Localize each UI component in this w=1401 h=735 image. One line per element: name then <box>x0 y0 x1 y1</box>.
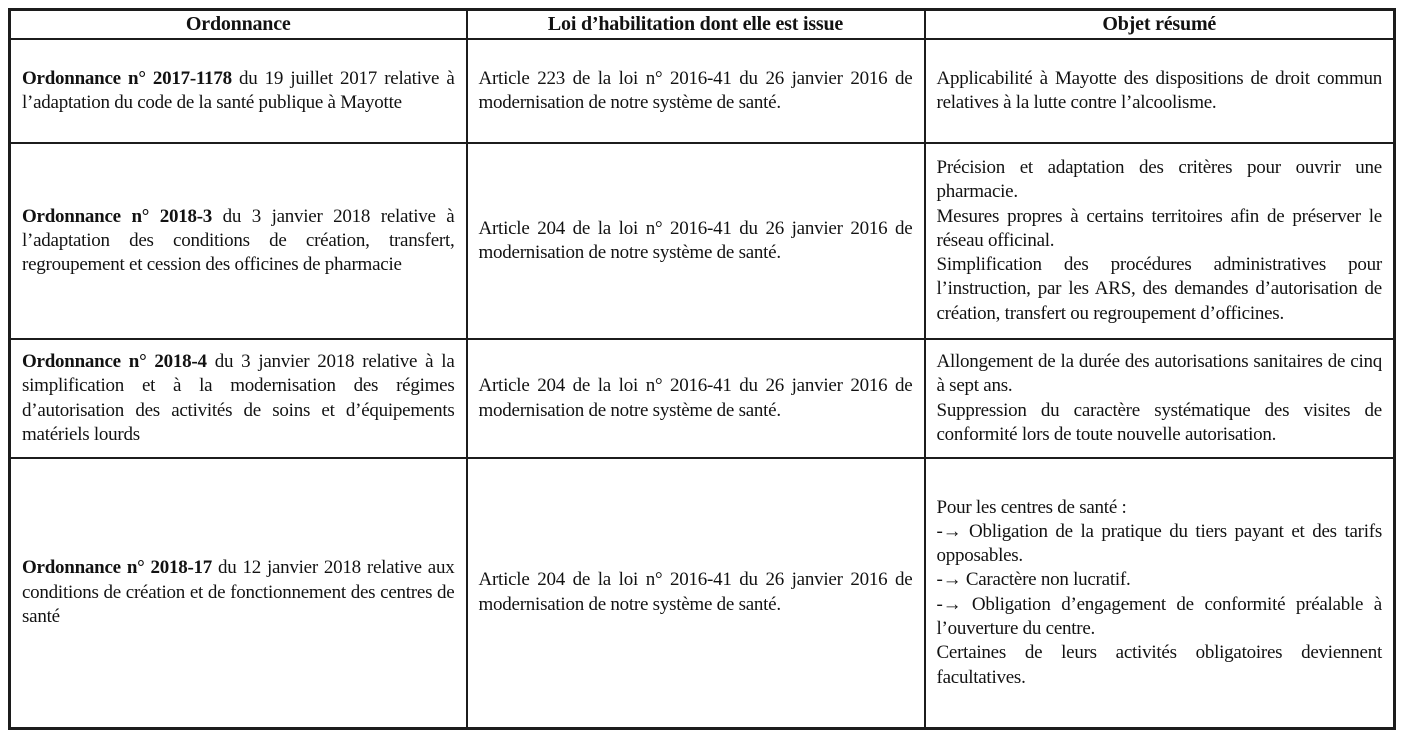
cell-objet-resume <box>925 39 1395 143</box>
cell-ordonnance <box>10 39 467 143</box>
ordonnance-text: Ordonnance n° 2018-3 du 3 janvier 2018 relative à l’adaptation des conditions de création, transfert, regroupement et cession des officines de pharmacie <box>22 205 455 276</box>
ordonnance-text: Ordonnance n° 2017-1178 du 19 juillet 2017 relative à l’adaptation du code de la santé publique à Mayotte <box>22 67 455 113</box>
ordonnance-text: Ordonnance n° 2018-4 du 3 janvier 2018 relative à la simplification et à la modernisation des régimes d’autorisation des activités de soins et d’équipements matériels lourds <box>22 350 455 445</box>
ordonnance-number: Ordonnance n° 2018-17 <box>22 557 213 579</box>
table-row <box>10 458 1395 728</box>
ordonnance-number: Ordonnance n° 2018-3 <box>22 205 213 227</box>
cell-loi-habilitation <box>467 143 925 339</box>
ordonnance-number: Ordonnance n° 2018-4 <box>22 350 207 372</box>
objet-paragraph: Allongement de la durée des autorisations sanitaires de cinq à sept ans. <box>936 350 1382 397</box>
loi-text: Article 204 de la loi n° 2016-41 du 26 janvier 2016 de modernisation de notre système de santé. <box>478 375 913 421</box>
objet-paragraph: Certaines de leurs activités obligatoires deviennent facultatives. <box>936 642 1382 688</box>
cell-objet-resume <box>925 458 1395 728</box>
cell-objet-resume <box>925 339 1395 458</box>
table-row <box>10 339 1395 458</box>
cell-ordonnance <box>10 339 467 458</box>
ordonnance-text: Ordonnance n° 2018-17 du 12 janvier 2018 relative aux conditions de création et de fonctionnement des centres de santé <box>22 557 455 627</box>
cell-loi-habilitation <box>467 339 925 458</box>
ordonnances-table <box>8 8 1396 730</box>
objet-paragraph: Pour les centres de santé : <box>936 496 1127 518</box>
loi-text: Article 223 de la loi n° 2016-41 du 26 janvier 2016 de modernisation de notre système de santé. <box>478 67 913 113</box>
objet-paragraph: -→ Obligation de la pratique du tiers payant et des tarifs opposables. <box>936 520 1382 567</box>
cell-objet-resume <box>925 143 1395 339</box>
column-header-loi-habilitation: Loi d’habilitation dont elle est issue <box>467 10 925 40</box>
objet-paragraph: -→ Obligation d’engagement de conformité préalable à l’ouverture du centre. <box>936 593 1382 640</box>
cell-ordonnance <box>10 458 467 728</box>
objet-paragraph: Suppression du caractère systématique des visites de conformité lors de toute nouvelle autorisation. <box>936 399 1382 445</box>
loi-text: Article 204 de la loi n° 2016-41 du 26 janvier 2016 de modernisation de notre système de santé. <box>478 569 913 615</box>
objet-paragraph: Mesures propres à certains territoires afin de préserver le réseau officinal. <box>936 205 1382 251</box>
objet-paragraph: Applicabilité à Mayotte des dispositions de droit commun relatives à la lutte contre l’alcoolisme. <box>936 67 1382 113</box>
cell-loi-habilitation <box>467 458 925 728</box>
loi-text: Article 204 de la loi n° 2016-41 du 26 janvier 2016 de modernisation de notre système de santé. <box>478 217 913 263</box>
objet-paragraph: -→ Caractère non lucratif. <box>936 569 1131 591</box>
cell-loi-habilitation <box>467 39 925 143</box>
objet-paragraph: Simplification des procédures administratives pour l’instruction, par les ARS, des demandes d’autorisation de création, transfert ou regroupement d’officines. <box>936 254 1382 324</box>
header-row <box>10 10 1395 40</box>
column-header-ordonnance: Ordonnance <box>10 10 467 40</box>
column-header-objet-resume: Objet résumé <box>925 10 1395 40</box>
objet-paragraph: Précision et adaptation des critères pour ouvrir une pharmacie. <box>936 156 1382 203</box>
table-row <box>10 39 1395 143</box>
table-row <box>10 143 1395 339</box>
ordonnance-number: Ordonnance n° 2017-1178 <box>22 67 232 89</box>
cell-ordonnance <box>10 143 467 339</box>
